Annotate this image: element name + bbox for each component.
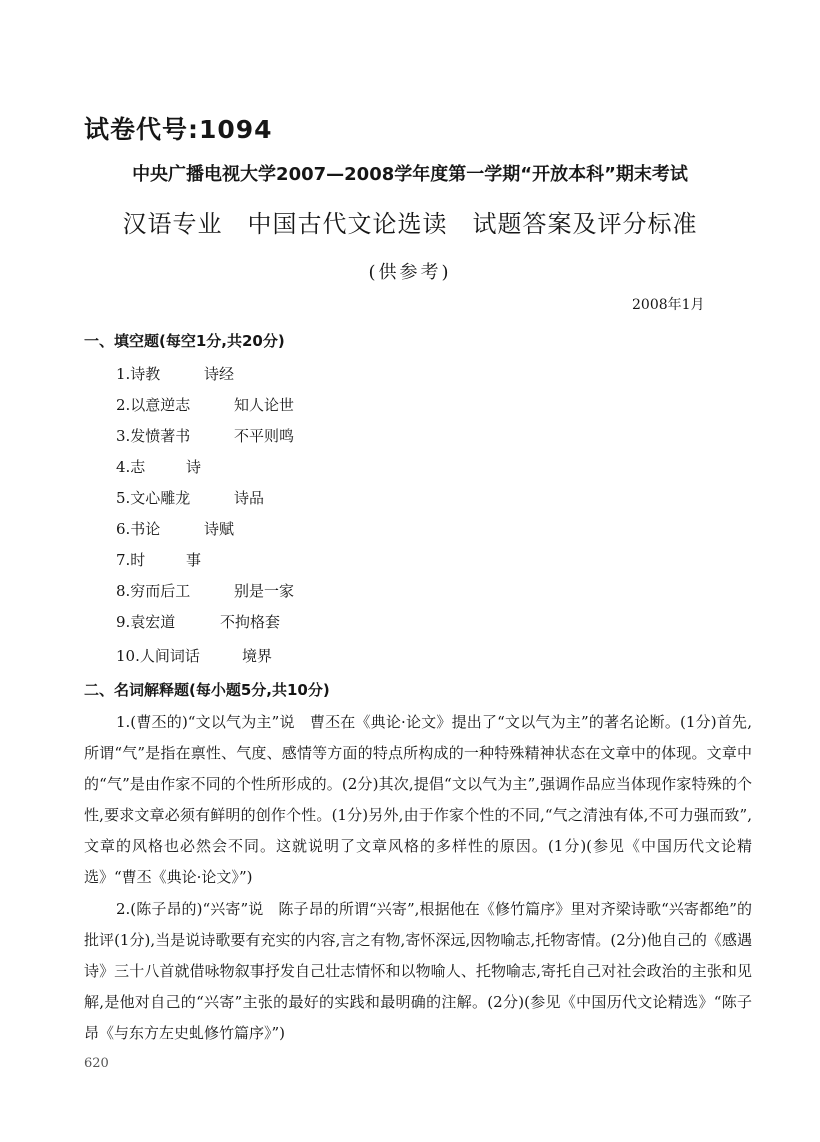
document-title: 汉语专业 中国古代文论选读 试题答案及评分标准 <box>122 210 698 238</box>
answer-item: 9.袁宏道 不拘格套 <box>116 613 281 631</box>
answer-item: 5.文心雕龙 诗品 <box>116 489 265 507</box>
answer-item: 10.人间词话 境界 <box>116 647 273 665</box>
answer-item: 7.时 事 <box>116 551 202 569</box>
answer-item: 8.穷而后工 别是一家 <box>116 582 295 600</box>
section-heading-fill-blank: 一、填空题(每空1分,共20分) <box>84 332 285 350</box>
exam-code: 试卷代号:1094 <box>84 115 273 144</box>
section-heading-term-explanation: 二、名词解释题(每小题5分,共10分) <box>84 681 330 699</box>
answer-item: 1.诗教 诗经 <box>116 365 235 383</box>
answer-paragraph: 2.(陈子昂的)“兴寄”说 陈子昂的所谓“兴寄”,根据他在《修竹篇序》里对齐梁诗歌“兴寄都绝”的批评(1分),当是说诗歌要有充实的内容,言之有物,寄怀深远,因物喻志,托物寄情。(2分)他自己的《感遇诗》三十八首就借咏物叙事抒发自己壮志情怀和以物喻人、托物喻志,寄托自己对社会政治的主张和见解,是他对自己的“兴寄”主张的最好的实践和最明确的注解。(2分)(参见《中国历代文论精选》“陈子昂《与东方左史虬修竹篇序》”) <box>84 900 752 1042</box>
answer-paragraph: 1.(曹丕的)“文以气为主”说 曹丕在《典论·论文》提出了“文以气为主”的著名论断。(1分)首先,所谓“气”是指在禀性、气度、感情等方面的特点所构成的一种特殊精神状态在文章中的体现。文章中的“气”是由作家不同的个性所形成的。(2分)其次,提倡“文以气为主”,强调作品应当体现作家特殊的个性,要求文章必须有鲜明的创作个性。(1分)另外,由于作家个性的不同,“气之清浊有体,不可力强而致”,文章的风格也必然会不同。这就说明了文章风格的多样性的原因。(1分)(参见《中国历代文论精选》“曹丕《典论·论文》”) <box>84 713 752 886</box>
document-date: 2008年1月 <box>632 297 705 313</box>
exam-title: 中央广播电视大学2007—2008学年度第一学期“开放本科”期末考试 <box>132 164 688 185</box>
answer-item: 4.志 诗 <box>116 458 202 476</box>
reference-note: (供参考) <box>368 262 452 283</box>
answer-item: 6.书论 诗赋 <box>116 520 235 538</box>
answer-item: 2.以意逆志 知人论世 <box>116 396 295 414</box>
page-number: 620 <box>84 1056 109 1071</box>
answer-item: 3.发愤著书 不平则鸣 <box>116 427 295 445</box>
